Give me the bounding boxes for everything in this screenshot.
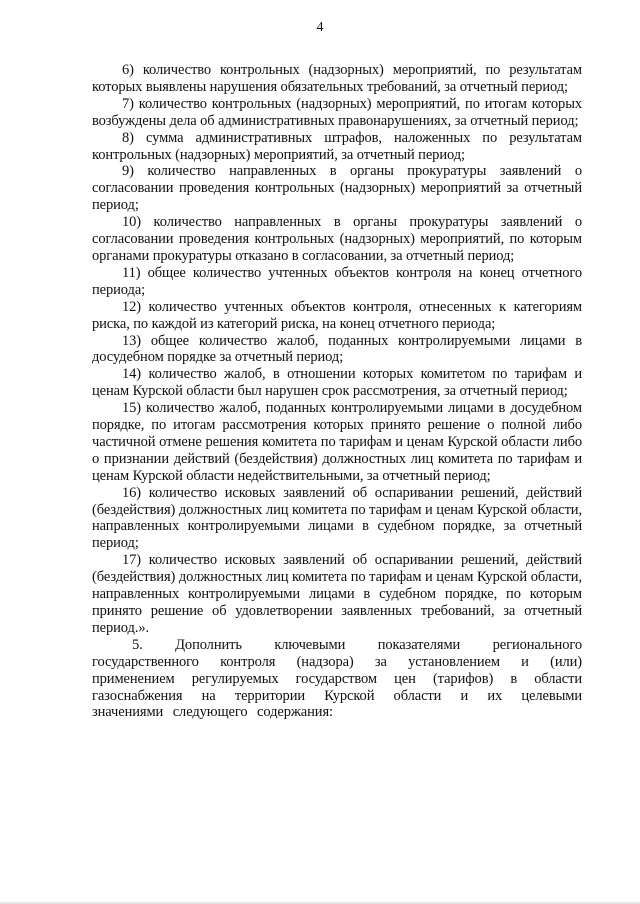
- paragraph-item-14: 14) количество жалоб, в отношении которых комитетом по тарифам и ценам Курской области был нарушен срок рассмотрения, за отчетный период;: [92, 366, 582, 400]
- paragraph-item-16: 16) количество исковых заявлений об оспаривании решений, действий (бездействия) должностных лиц комитета по тарифам и ценам Курской области, направленных контролируемыми лицами в судебном порядке, за отчетный период;: [92, 484, 582, 552]
- paragraph-item-15: 15) количество жалоб, поданных контролируемыми лицами в досудебном порядке, по итогам рассмотрения которых принято решение о полной либо частичной отмене решения комитета по тарифам и ценам Курской области либо о признании действий (бездействия) должностных лиц комитета по тарифам и ценам Курской области недействительными, за отчетный период;: [92, 400, 582, 484]
- paragraph-item-6: 6) количество контрольных (надзорных) мероприятий, по результатам которых выявлены нарушения обязательных требований, за отчетный период;: [92, 62, 582, 95]
- paragraph-item-17: 17) количество исковых заявлений об оспаривании решений, действий (бездействия) должностных лиц комитета по тарифам и ценам Курской области, направленных контролируемыми лицами в судебном порядке, по которым принято решение об удовлетворении заявленных требований, за отчетный период.».: [92, 552, 582, 636]
- paragraph-item-8: 8) сумма административных штрафов, наложенных по результатам контрольных (надзорных) мероприятий, за отчетный период;: [92, 129, 582, 163]
- paragraph-item-7: 7) количество контрольных (надзорных) мероприятий, по итогам которых возбуждены дела об административных правонарушениях, за отчетный период;: [92, 95, 582, 129]
- paragraph-item-13: 13) общее количество жалоб, поданных контролируемыми лицами в досудебном порядке за отчетный период;: [92, 332, 582, 366]
- paragraph-section-5: 5. Дополнить ключевыми показателями регионального государственного контроля (надзора) за установлением и (или) применением регулируемых государством цен (тарифов) в области газоснабжения на территории Курской области и их целевыми значениями следующего содержания:: [92, 636, 582, 721]
- paragraph-item-12: 12) количество учтенных объектов контроля, отнесенных к категориям риска, по каждой из категорий риска, на конец отчетного периода;: [92, 298, 582, 332]
- document-body: [92, 62, 582, 721]
- paragraph-item-10: 10) количество направленных в органы прокуратуры заявлений о согласовании проведения контрольных (надзорных) мероприятий, по которым органами прокуратуры отказано в согласовании, за отчетный период;: [92, 214, 582, 264]
- paragraph-item-9: 9) количество направленных в органы прокуратуры заявлений о согласовании проведения контрольных (надзорных) мероприятий за отчетный период;: [92, 163, 582, 214]
- page-number: 4: [316, 20, 324, 35]
- paragraph-item-11: 11) общее количество учтенных объектов контроля на конец отчетного периода;: [92, 264, 582, 298]
